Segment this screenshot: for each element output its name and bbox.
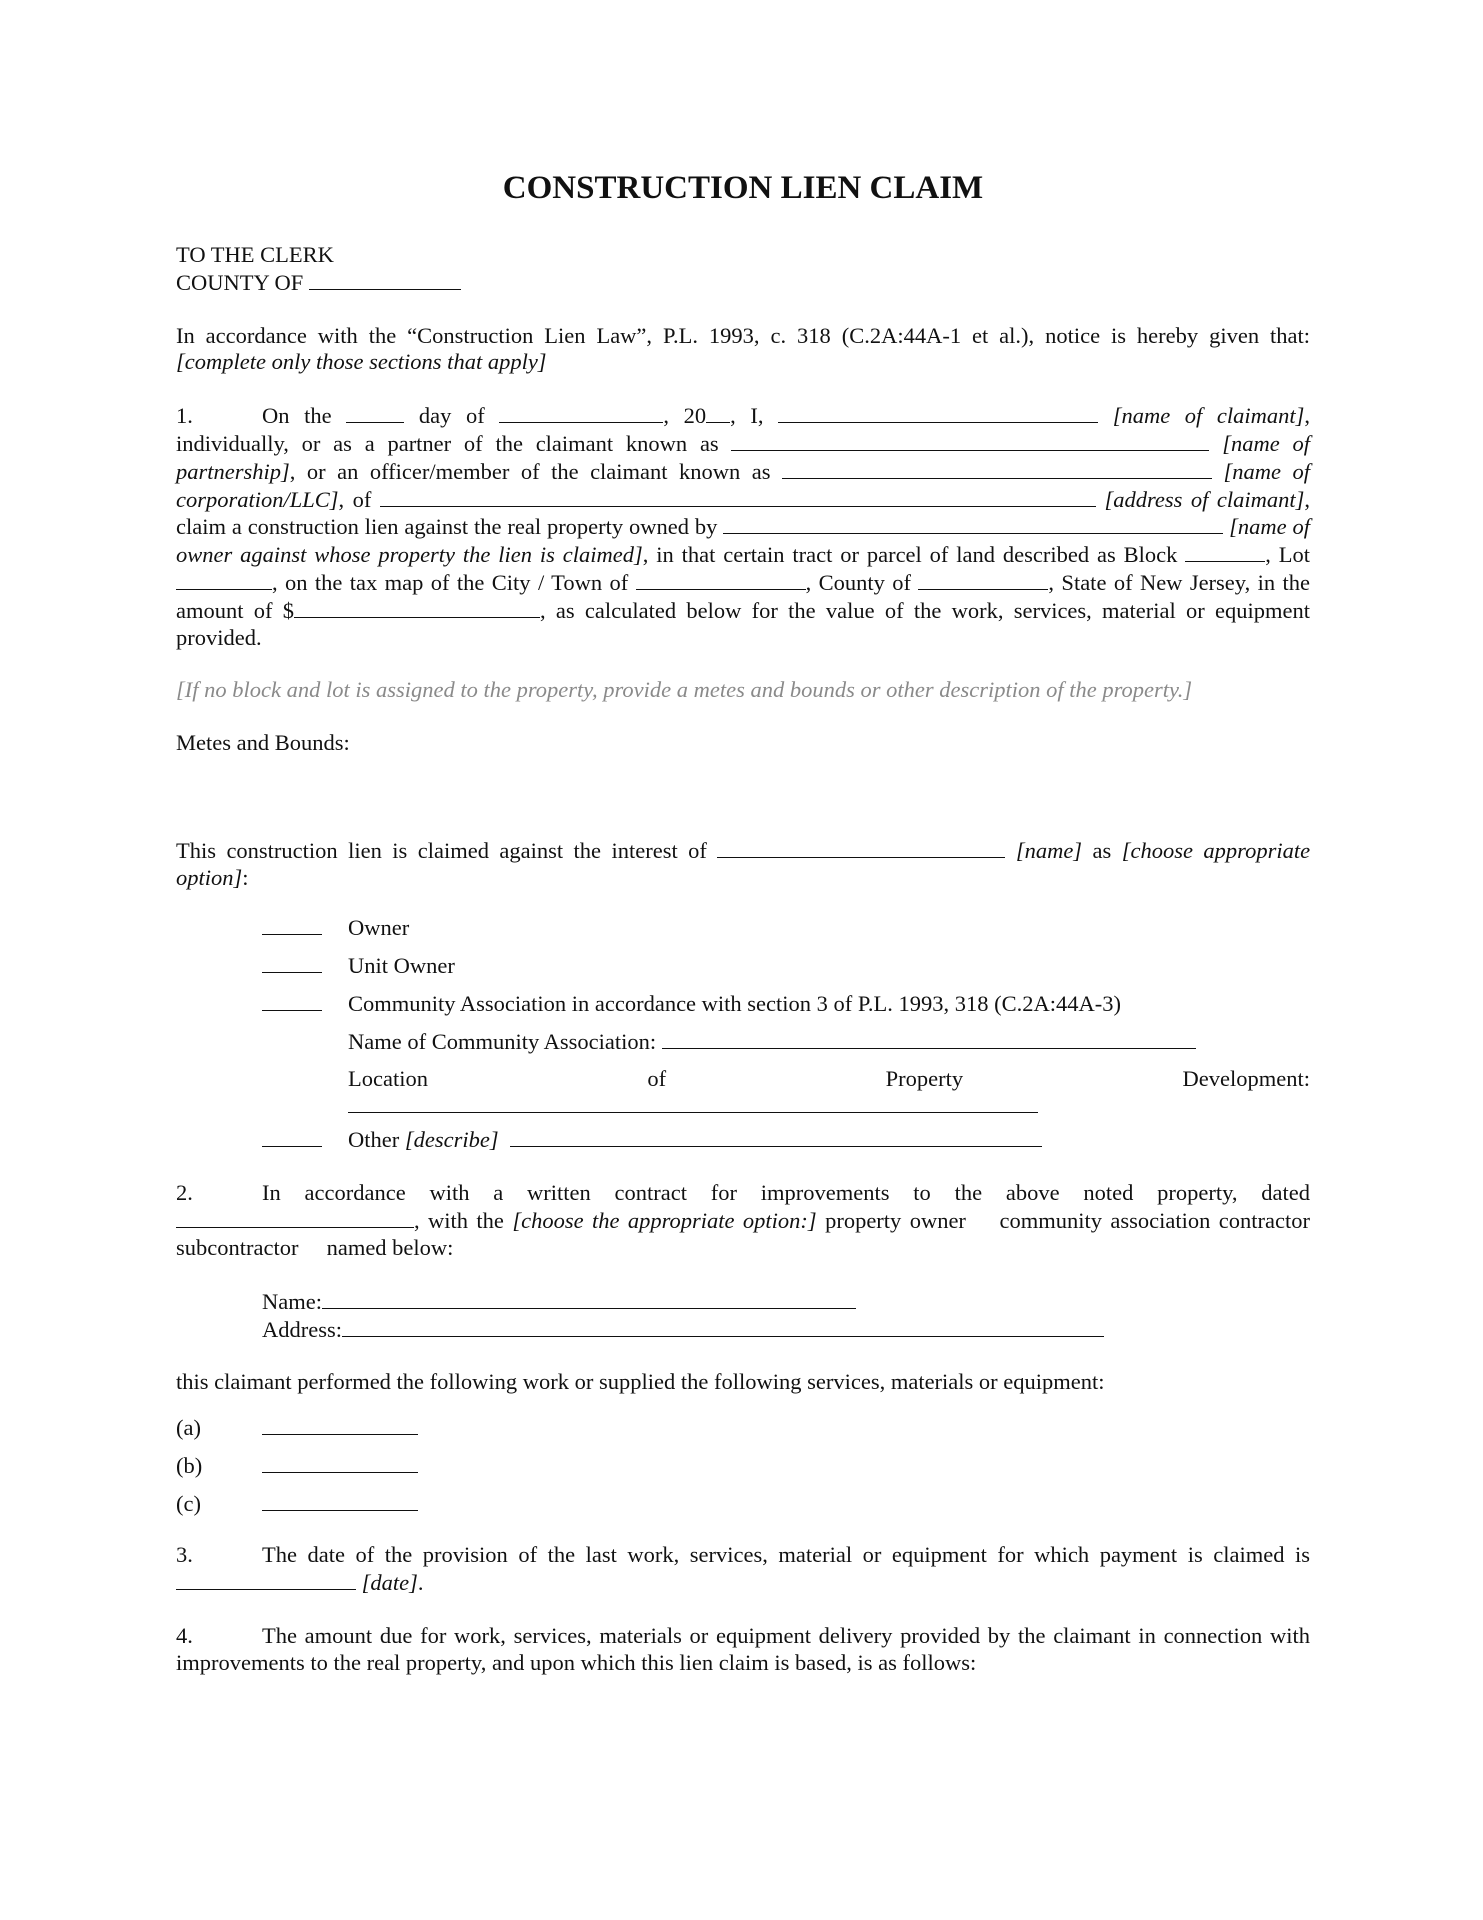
- section-4-number: 4.: [176, 1622, 193, 1648]
- location-blank[interactable]: [348, 1092, 1038, 1113]
- s1-text-14: , as calculated below for the value of the work, services, material or equipment provided.: [176, 597, 1311, 650]
- day-blank[interactable]: [346, 402, 404, 423]
- other-label: Other: [348, 1127, 400, 1153]
- interest-paragraph: [176, 837, 1310, 892]
- s1-text-6: , or an officer/member of the claimant known as: [289, 458, 771, 484]
- location-row: [348, 1066, 1310, 1093]
- owner-name-blank[interactable]: [723, 513, 1223, 534]
- s1-text-7: , of: [338, 486, 372, 512]
- item-c-blank[interactable]: [262, 1490, 418, 1511]
- intro-paragraph: [176, 323, 1310, 377]
- interest-name-note: [name]: [1015, 837, 1083, 863]
- contract-name-row: [262, 1288, 1310, 1316]
- address-label: Address:: [262, 1316, 342, 1342]
- month-blank[interactable]: [499, 402, 663, 423]
- s1-text-8: , claim a construction lien against the real property owned by: [176, 486, 1311, 540]
- community-label: Community Association in accordance with section 3 of P.L. 1993, 318 (C.2A:44A-3): [348, 990, 1122, 1016]
- s1-text-4: , I,: [730, 403, 764, 429]
- option-owner: [262, 914, 1310, 952]
- item-c-label: (c): [176, 1491, 201, 1517]
- list-item: [176, 1414, 1310, 1452]
- s1-text-3: , 20: [663, 403, 707, 429]
- section-2-number: 2.: [176, 1180, 193, 1206]
- other-note: [describe]: [404, 1127, 499, 1153]
- contract-party: [262, 1288, 1310, 1344]
- lot-blank[interactable]: [176, 569, 272, 590]
- interest-option-note: [choose appropriate option]: [176, 837, 1311, 890]
- s1-text-13: , State of New Jersey, in the amount of $: [176, 569, 1310, 623]
- list-item: [176, 1452, 1310, 1490]
- interest-text-3: :: [242, 864, 249, 890]
- last-work-date-blank[interactable]: [176, 1569, 356, 1590]
- s3-text-2: .: [417, 1569, 424, 1595]
- item-a-label: (a): [176, 1415, 201, 1441]
- corporation-name-note: [name of corporation/LLC]: [176, 458, 1311, 512]
- owner-name-note: [name of owner against whose property the lien is claimed]: [176, 514, 1311, 568]
- owner-check-blank[interactable]: [262, 914, 322, 935]
- metes-and-bounds-label: Metes and Bounds:: [176, 730, 350, 756]
- location-blank-row: [348, 1092, 1310, 1126]
- s1-text-11: , on the tax map of the City / Town of: [272, 569, 629, 595]
- item-b-blank[interactable]: [262, 1452, 418, 1473]
- document-body: [176, 168, 1333, 1676]
- partnership-name-blank[interactable]: [731, 430, 1209, 451]
- s1-text-9: , in that certain tract or parcel of land described as Block: [642, 542, 1178, 568]
- addressee-line1: TO THE CLERK: [176, 242, 334, 267]
- option-community: [262, 990, 1310, 1028]
- partnership-name-note: [name of partnership]: [176, 430, 1311, 484]
- community-name-row: [348, 1028, 1310, 1066]
- interest-options: [176, 914, 1310, 1165]
- option-unit-owner: [262, 952, 1310, 990]
- document-title: CONSTRUCTION LIEN CLAIM: [502, 170, 984, 206]
- addressee-line2: [176, 269, 1310, 297]
- block-blank[interactable]: [1185, 541, 1265, 562]
- community-name-blank[interactable]: [662, 1028, 1196, 1049]
- claimant-name-blank[interactable]: [778, 402, 1098, 423]
- contract-address-row: [262, 1316, 1310, 1344]
- s1-text-10: , Lot: [1265, 542, 1311, 568]
- location-word-4: Development:: [1182, 1065, 1310, 1091]
- item-a-blank[interactable]: [262, 1414, 418, 1435]
- work-items-list: [176, 1414, 1310, 1528]
- contract-name-blank[interactable]: [322, 1288, 856, 1309]
- list-item: [176, 1490, 1310, 1528]
- s4-text-1: The amount due for work, services, materials or equipment delivery provided by the claimant in connection with improvements to the real property, and upon which this lien claim is based, is as follows:: [176, 1622, 1310, 1675]
- interest-name-blank[interactable]: [717, 837, 1005, 858]
- section-1: [176, 402, 1310, 651]
- interest-text-1: This construction lien is claimed against the interest of: [176, 837, 707, 863]
- section-3-number: 3.: [176, 1542, 193, 1568]
- intro-note: [complete only those sections that apply]: [176, 349, 547, 375]
- s2-option-note: [choose the appropriate option:]: [512, 1208, 817, 1234]
- year-blank[interactable]: [706, 402, 730, 423]
- county-of-blank[interactable]: [918, 569, 1048, 590]
- county-blank[interactable]: [309, 269, 461, 290]
- community-check-blank[interactable]: [262, 990, 322, 1011]
- corporation-name-blank[interactable]: [782, 458, 1212, 479]
- claimant-address-blank[interactable]: [380, 486, 1096, 507]
- town-blank[interactable]: [636, 569, 806, 590]
- section-3: [176, 1542, 1310, 1597]
- claimant-address-note: [address of claimant]: [1104, 486, 1305, 512]
- block-lot-note: [If no block and lot is assigned to the property, provide a metes and bounds or other description of the property.]: [176, 677, 1193, 703]
- item-b-label: (b): [176, 1453, 203, 1479]
- s2-text-2: , with the: [414, 1208, 504, 1234]
- performed-paragraph: this claimant performed the following work or supplied the following services, materials or equipment:: [176, 1369, 1105, 1395]
- unit-owner-check-blank[interactable]: [262, 952, 322, 973]
- other-describe-blank[interactable]: [510, 1126, 1042, 1147]
- amount-blank[interactable]: [294, 597, 540, 618]
- other-check-blank[interactable]: [262, 1126, 322, 1147]
- s2-text-3: property owner community association contractor subcontractor named below:: [176, 1208, 1333, 1260]
- s2-text-1: In accordance with a written contract for improvements to the above noted property, dated: [262, 1180, 1310, 1206]
- s3-text-1: The date of the provision of the last work, services, material or equipment for which payment is claimed is: [262, 1542, 1310, 1568]
- s1-text-2: day of: [418, 403, 485, 429]
- date-note: [date]: [361, 1569, 418, 1595]
- name-label: Name:: [262, 1288, 322, 1314]
- section-4: [176, 1623, 1310, 1677]
- interest-text-2: as: [1092, 837, 1112, 863]
- intro-text: In accordance with the “Construction Lien Law”, P.L. 1993, c. 318 (C.2A:44A-1 et al.), notice is hereby given that:: [176, 322, 1310, 348]
- s1-text-5: , individually, or as a partner of the claimant known as: [176, 403, 1311, 456]
- section-2: [176, 1180, 1333, 1261]
- location-word-1: Location: [348, 1065, 428, 1091]
- community-name-label: Name of Community Association:: [348, 1028, 657, 1054]
- s1-text-1: On the: [262, 403, 332, 429]
- contract-date-blank[interactable]: [176, 1207, 414, 1228]
- contract-address-blank[interactable]: [342, 1316, 1104, 1337]
- unit-owner-label: Unit Owner: [348, 952, 455, 978]
- s1-text-12: , County of: [805, 569, 912, 595]
- location-word-2: of: [647, 1065, 667, 1091]
- location-word-3: Property: [885, 1065, 964, 1091]
- claimant-name-note: [name of claimant]: [1112, 403, 1305, 429]
- county-label: COUNTY OF: [176, 269, 304, 295]
- option-other: [262, 1126, 1310, 1164]
- section-1-number: 1.: [176, 403, 193, 429]
- owner-label: Owner: [348, 914, 410, 940]
